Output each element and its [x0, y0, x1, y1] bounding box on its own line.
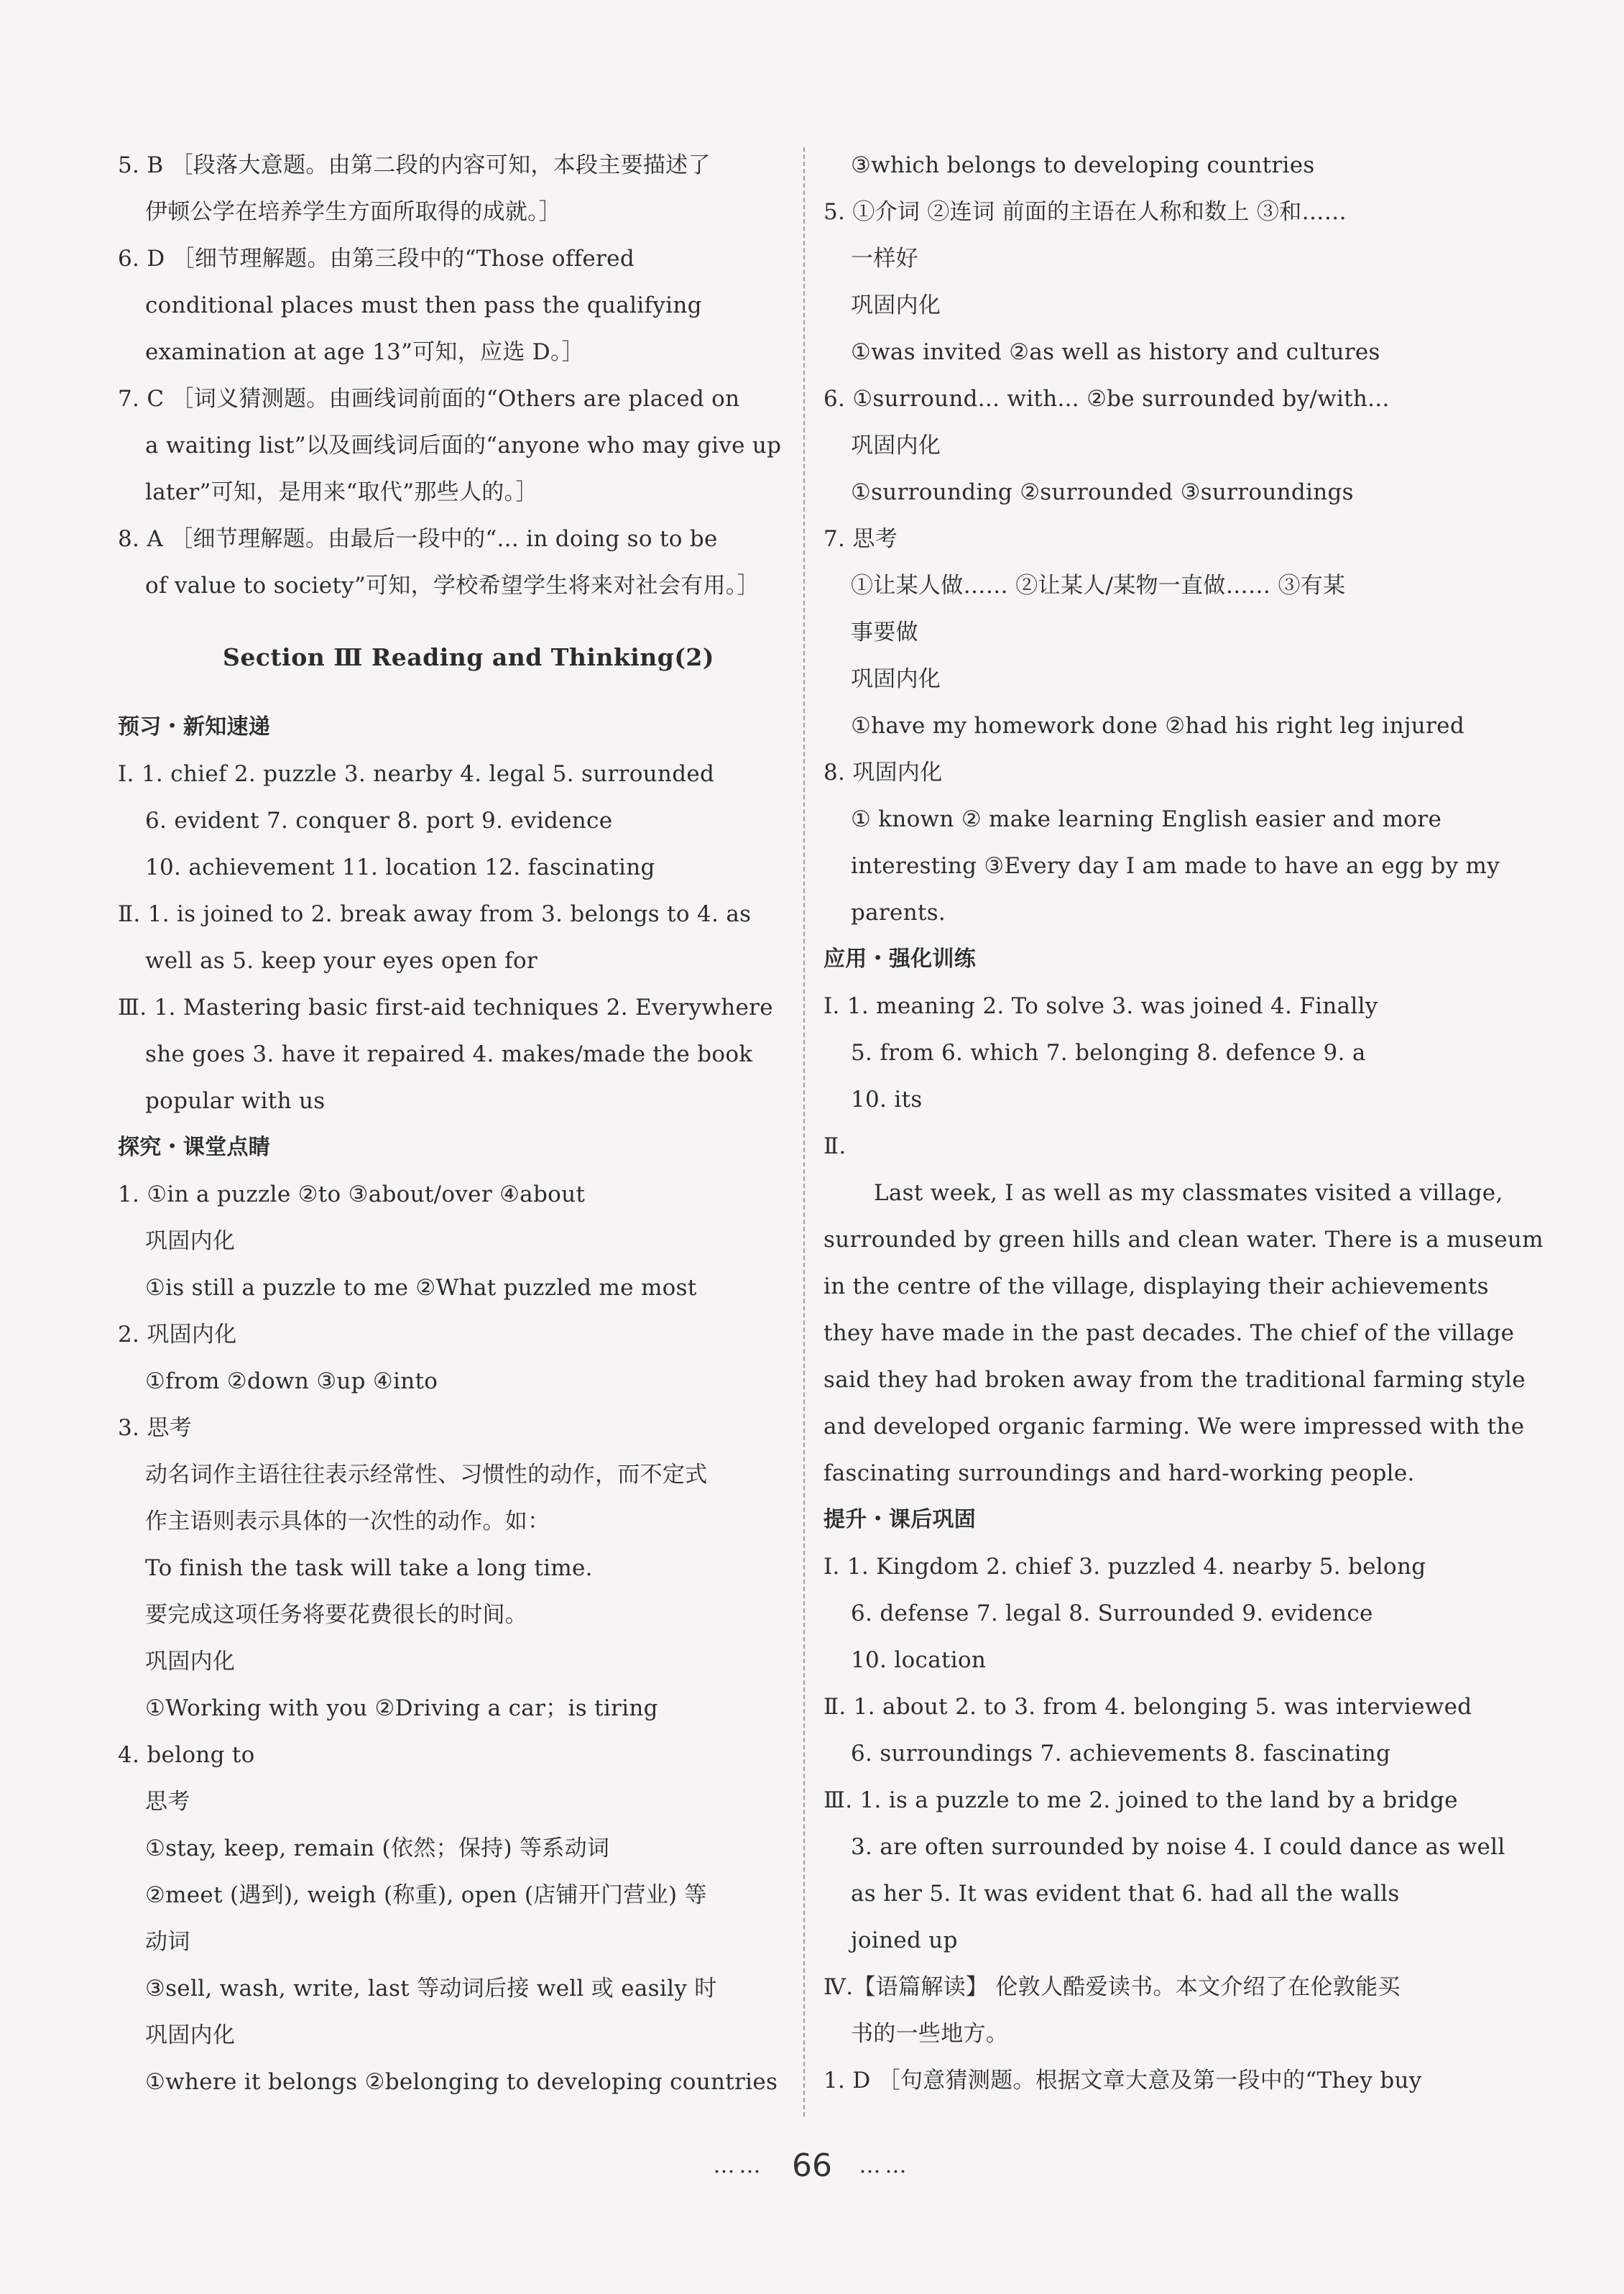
answer-line: 巩固内化 — [145, 1649, 236, 1675]
answer-line: parents. — [851, 900, 946, 926]
answer-line: 8. A ［细节理解题。由最后一段中的“... in doing so to be — [118, 526, 718, 552]
answer-line: 4. belong to — [118, 1742, 255, 1768]
section-heading: 应用・强化训练 — [823, 946, 977, 972]
answer-line: 10. achievement 11. location 12. fascinating — [145, 855, 655, 880]
answer-line: 6. evident 7. conquer 8. port 9. evidence — [145, 808, 613, 834]
answer-line: well as 5. keep your eyes open for — [145, 948, 538, 974]
answer-line: 6. ①surround... with... ②be surrounded by/with... — [823, 386, 1390, 412]
answer-line: 巩固内化 — [145, 2022, 236, 2048]
footer-dots-left: …… — [713, 2153, 765, 2178]
answer-line: 5. ①介词 ②连词 前面的主语在人称和数上 ③和…… — [823, 199, 1347, 225]
passage-line: fascinating surroundings and hard-working people. — [823, 1460, 1415, 1486]
answer-line: 1. D ［句意猜测题。根据文章大意及第一段中的“They buy — [823, 2068, 1422, 2093]
answer-line: ①Working with you ②Driving a car；is tiring — [145, 1695, 658, 1721]
answer-line: ① known ② make learning English easier and more — [851, 806, 1442, 832]
answer-line: 5. from 6. which 7. belonging 8. defence 9. a — [851, 1040, 1366, 1066]
section-heading: 提升・课后巩固 — [823, 1507, 977, 1532]
answer-line: 3. 思考 — [118, 1415, 192, 1441]
answer-line: ①surrounding ②surrounded ③surroundings — [851, 479, 1354, 505]
answer-line: 1. ①in a puzzle ②to ③about/over ④about — [118, 1181, 586, 1207]
answer-line: 7. C ［词义猜测题。由画线词前面的“Others are placed on — [118, 386, 740, 412]
section-title: Section Ⅲ Reading and Thinking(2) — [223, 643, 715, 671]
answer-line: she goes 3. have it repaired 4. makes/made the book — [145, 1041, 753, 1067]
answer-line: 8. 巩固内化 — [823, 760, 943, 786]
section-heading: 预习・新知速递 — [118, 714, 271, 740]
answer-line: conditional places must then pass the qualifying — [145, 292, 702, 318]
answer-line: ①was invited ②as well as history and cultures — [851, 339, 1380, 365]
answer-line: ③which belongs to developing countries — [851, 152, 1315, 178]
answer-line: 思考 — [145, 1789, 190, 1815]
answer-line: Ⅱ. — [823, 1133, 846, 1159]
answer-line: 6. D ［细节理解题。由第三段中的“Those offered — [118, 246, 635, 272]
answer-line: ③sell, wash, write, last 等动词后接 well 或 easily 时 — [145, 1976, 717, 2002]
answer-line: ①让某人做…… ②让某人/某物一直做…… ③有某 — [851, 573, 1346, 599]
answer-line: ②meet (遇到), weigh (称重), open (店铺开门营业) 等 — [145, 1882, 707, 1908]
answer-line: 巩固内化 — [851, 292, 941, 318]
answer-line: 巩固内化 — [145, 1228, 236, 1254]
answer-line: 3. are often surrounded by noise 4. I could dance as well — [851, 1834, 1505, 1860]
answer-line: To finish the task will take a long time. — [145, 1555, 593, 1581]
answer-line: 5. B ［段落大意题。由第二段的内容可知，本段主要描述了 — [118, 152, 711, 178]
answer-line: 作主语则表示具体的一次性的动作。如： — [145, 1508, 550, 1534]
passage-line: surrounded by green hills and clean water. There is a museum — [823, 1227, 1544, 1253]
answer-line: ①from ②down ③up ④into — [145, 1368, 438, 1394]
answer-line: 巩固内化 — [851, 666, 941, 692]
answer-line: Ⅰ. 1. Kingdom 2. chief 3. puzzled 4. nearby 5. belong — [823, 1554, 1426, 1580]
answer-line: 巩固内化 — [851, 433, 941, 459]
passage-line: in the centre of the village, displaying their achievements — [823, 1273, 1489, 1299]
answer-line: Ⅲ. 1. Mastering basic first-aid techniques 2. Everywhere — [118, 995, 773, 1021]
footer-dots-right: …… — [859, 2153, 911, 2178]
column-divider — [803, 147, 805, 2116]
answer-line: Ⅰ. 1. chief 2. puzzle 3. nearby 4. legal 5. surrounded — [118, 761, 715, 787]
answer-line: 伊顿公学在培养学生方面所取得的成就。］ — [145, 199, 562, 225]
answer-line: as her 5. It was evident that 6. had all the walls — [851, 1881, 1400, 1907]
passage-line: they have made in the past decades. The chief of the village — [823, 1320, 1515, 1346]
page-footer — [0, 2147, 1624, 2184]
answer-line: 书的一些地方。 — [851, 2021, 1009, 2047]
answer-line: 10. location — [851, 1647, 987, 1673]
answer-line: of value to society”可知，学校希望学生将来对社会有用。］ — [145, 573, 760, 599]
answer-line: 要完成这项任务将要花费很长的时间。 — [145, 1602, 528, 1628]
answer-line: Ⅱ. 1. about 2. to 3. from 4. belonging 5. was interviewed — [823, 1694, 1472, 1720]
answer-line: Ⅳ.【语篇解读】 伦敦人酷爱读书。本文介绍了在伦敦能买 — [823, 1974, 1401, 2000]
answer-line: ①is still a puzzle to me ②What puzzled me most — [145, 1275, 697, 1301]
answer-line: ①stay, keep, remain (依然；保持) 等系动词 — [145, 1835, 610, 1861]
answer-line: 6. defense 7. legal 8. Surrounded 9. evidence — [851, 1600, 1373, 1626]
passage-line: Last week, I as well as my classmates visited a village, — [874, 1180, 1503, 1206]
answer-line: 10. its — [851, 1087, 923, 1113]
answer-line: Ⅲ. 1. is a puzzle to me 2. joined to the land by a bridge — [823, 1787, 1458, 1813]
answer-line: 一样好 — [851, 246, 918, 272]
answer-line: 7. 思考 — [823, 526, 898, 552]
answer-line: Ⅰ. 1. meaning 2. To solve 3. was joined 4. Finally — [823, 993, 1378, 1019]
answer-line: 动名词作主语往往表示经常性、习惯性的动作，而不定式 — [145, 1462, 708, 1488]
answer-line: interesting ③Every day I am made to have an egg by my — [851, 853, 1500, 879]
answer-line: 2. 巩固内化 — [118, 1322, 237, 1348]
page-number: 66 — [792, 2147, 832, 2184]
answer-line: Ⅱ. 1. is joined to 2. break away from 3. belongs to 4. as — [118, 901, 752, 927]
answer-line: 6. surroundings 7. achievements 8. fascinating — [851, 1741, 1391, 1766]
answer-line: ①where it belongs ②belonging to developing countries — [145, 2069, 778, 2095]
passage-line: said they had broken away from the traditional farming style — [823, 1367, 1526, 1393]
answer-line: 动词 — [145, 1929, 190, 1955]
passage-line: and developed organic farming. We were impressed with the — [823, 1414, 1525, 1439]
answer-line: popular with us — [145, 1088, 326, 1114]
answer-line: ①have my homework done ②had his right leg injured — [851, 713, 1464, 739]
answer-line: a waiting list”以及画线词后面的“anyone who may give up — [145, 433, 782, 459]
answer-line: joined up — [851, 1927, 958, 1953]
section-heading: 探究・课堂点睛 — [118, 1135, 271, 1160]
answer-line: examination at age 13”可知，应选 D。］ — [145, 339, 585, 365]
answer-line: 事要做 — [851, 619, 918, 645]
answer-line: later”可知，是用来“取代”那些人的。］ — [145, 479, 538, 505]
